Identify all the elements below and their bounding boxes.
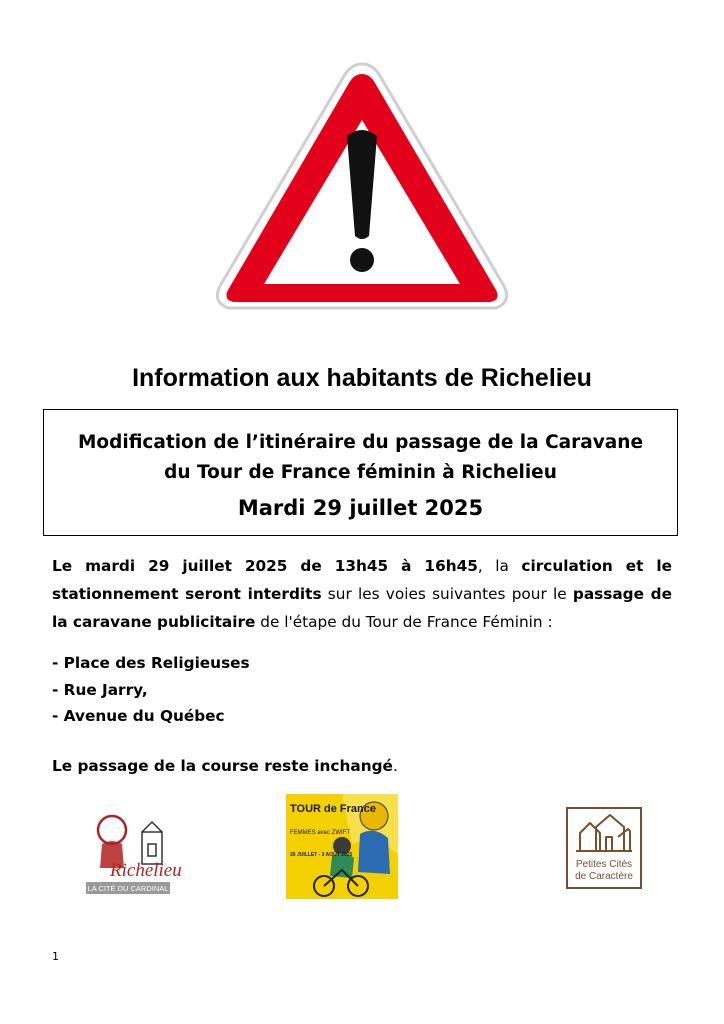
richelieu-logo-text: Richelieu xyxy=(110,860,182,881)
pcc-logo-line-1: Petites Cités xyxy=(575,859,633,870)
tour-de-france-femmes-logo xyxy=(286,794,398,899)
announcement-box xyxy=(43,409,678,536)
notice-text-3: de l'étape du Tour de France Féminin : xyxy=(255,613,553,631)
announcement-line-1: Modification de l’itinéraire du passage de la Caravane xyxy=(77,432,644,453)
richelieu-logo xyxy=(80,808,182,900)
street-item: - Place des Religieuses xyxy=(52,654,250,672)
announcement-line-2: du Tour de France féminin à Richelieu xyxy=(164,462,557,483)
closing-period: . xyxy=(392,757,398,775)
notice-restriction: circulation et le stationnement seront interdits xyxy=(52,557,672,603)
richelieu-logo-tagline: LA CITÉ DU CARDINAL xyxy=(87,884,169,893)
tour-logo-dates: 26 JUILLET - 3 AOÛT 2025 xyxy=(290,852,353,858)
notice-text-2: sur les voies suivantes pour le xyxy=(321,585,573,603)
page-title: Information aux habitants de Richelieu xyxy=(132,364,592,392)
tour-logo-title: TOUR de France xyxy=(290,803,376,815)
notice-paragraph xyxy=(52,552,672,636)
notice-caravan: passage de la caravane publicitaire xyxy=(52,585,673,631)
petites-cites-de-caractere-logo xyxy=(566,807,642,889)
tour-logo-subtitle: FEMMES avec ZWIFT xyxy=(290,830,350,836)
street-list xyxy=(52,650,250,730)
notice-text-1: , la xyxy=(477,557,522,575)
pcc-logo-line-2: de Caractère xyxy=(575,871,633,882)
street-item: - Avenue du Québec xyxy=(52,707,225,725)
street-item: - Rue Jarry, xyxy=(52,680,148,699)
closing-bold: Le passage de la course reste inchangé xyxy=(52,757,393,775)
page-number: 1 xyxy=(52,950,59,963)
notice-date-time: Le mardi 29 juillet 2025 de 13h45 à 16h45 xyxy=(52,557,478,575)
closing-sentence xyxy=(52,757,398,775)
warning-triangle-icon xyxy=(212,58,512,318)
announcement-date: Mardi 29 juillet 2025 xyxy=(237,496,484,520)
